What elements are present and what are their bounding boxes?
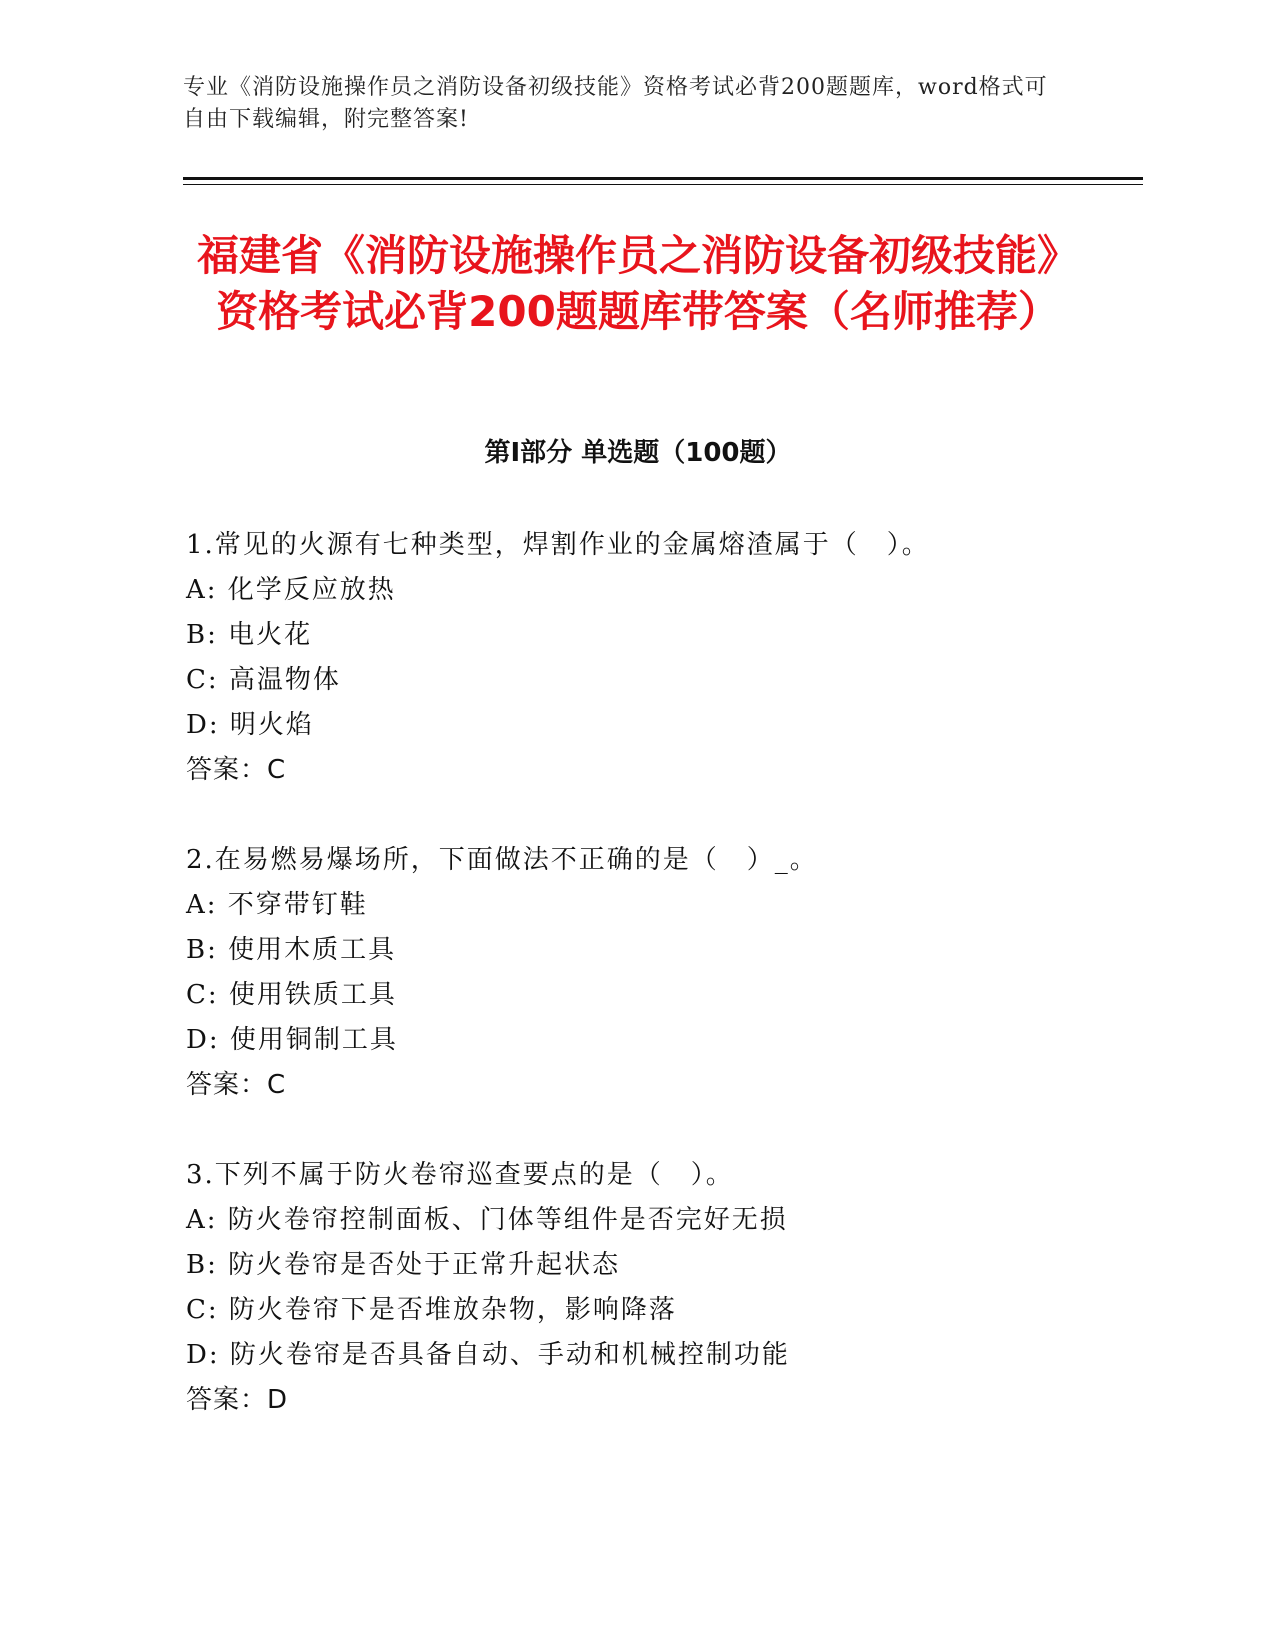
option-a: A: 不穿带钉鞋 bbox=[186, 890, 368, 920]
header-note: 专业《消防设施操作员之消防设备初级技能》资格考试必背200题题库，word格式可自由下载编辑，附完整答案! bbox=[183, 75, 1048, 132]
question-block-2 bbox=[186, 838, 1126, 1108]
question-stem: 3.下列不属于防火卷帘巡查要点的是（ ）。 bbox=[186, 1160, 734, 1190]
section-title: 第I部分 单选题（100题） bbox=[484, 438, 792, 468]
header-divider-thin bbox=[183, 184, 1143, 185]
header-divider-thick bbox=[183, 177, 1143, 180]
option-c: C: 使用铁质工具 bbox=[186, 980, 397, 1010]
option-c: C: 高温物体 bbox=[186, 665, 341, 695]
option-b: B: 电火花 bbox=[186, 620, 313, 650]
option-d: D: 明火焰 bbox=[186, 710, 314, 740]
document-title: 福建省《消防设施操作员之消防设备初级技能》资格考试必背200题题库带答案（名师推荐） bbox=[196, 231, 1079, 336]
option-b: B: 使用木质工具 bbox=[186, 935, 397, 965]
option-b: B: 防火卷帘是否处于正常升起状态 bbox=[186, 1250, 621, 1280]
question-stem: 1.常见的火源有七种类型，焊割作业的金属熔渣属于（ ）。 bbox=[186, 530, 930, 560]
option-d: D: 防火卷帘是否具备自动、手动和机械控制功能 bbox=[186, 1340, 790, 1370]
answer: 答案：D bbox=[186, 1385, 289, 1415]
option-c: C: 防火卷帘下是否堆放杂物，影响降落 bbox=[186, 1295, 677, 1325]
option-a: A: 化学反应放热 bbox=[186, 575, 396, 605]
question-block-1 bbox=[186, 523, 1126, 793]
option-a: A: 防火卷帘控制面板、门体等组件是否完好无损 bbox=[186, 1205, 788, 1235]
option-d: D: 使用铜制工具 bbox=[186, 1025, 398, 1055]
question-stem: 2.在易燃易爆场所，下面做法不正确的是（ ）_。 bbox=[186, 845, 818, 875]
question-block-3 bbox=[186, 1153, 1126, 1423]
question-list bbox=[186, 523, 1126, 1468]
answer: 答案：C bbox=[186, 755, 287, 785]
answer: 答案：C bbox=[186, 1070, 287, 1100]
